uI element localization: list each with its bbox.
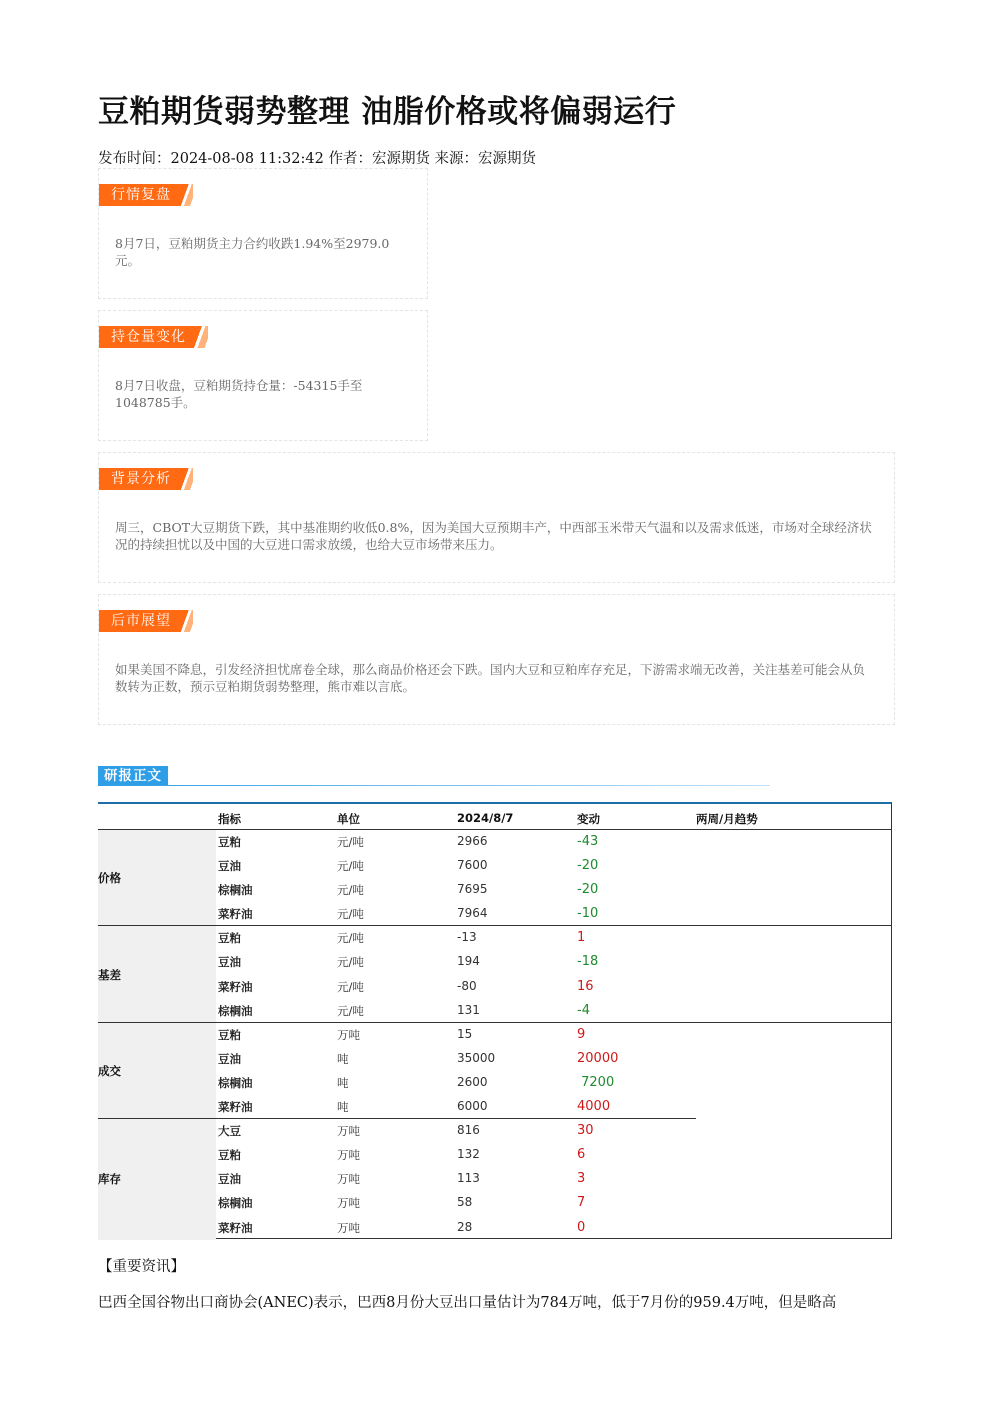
row-value: 35000 [457, 1050, 496, 1065]
header-change: 变动 [577, 812, 600, 826]
row-name: 豆油 [218, 1172, 241, 1187]
group-inventory [98, 1119, 891, 1240]
row-value: 2600 [457, 1074, 488, 1089]
header-indicator: 指标 [218, 812, 241, 826]
row-change: -20 [577, 858, 599, 874]
row-change: 6 [577, 1147, 586, 1163]
row-unit: 吨 [337, 1075, 349, 1090]
row-value: 132 [457, 1147, 480, 1162]
row-unit: 元/吨 [337, 835, 364, 849]
section-tag: 后市展望 [99, 610, 193, 632]
table-row [98, 1047, 891, 1071]
row-name: 豆粕 [218, 835, 241, 849]
row-change: -43 [577, 834, 599, 849]
row-name: 棕榈油 [218, 1003, 253, 1018]
article-title: 豆粕期货弱势整理 油脂价格或将偏弱运行 [98, 94, 677, 130]
row-change: 16 [577, 978, 594, 994]
group-label: 基差 [98, 967, 121, 982]
row-value: 113 [457, 1171, 480, 1186]
row-change: 7 [577, 1195, 586, 1211]
table-row [98, 1167, 891, 1191]
section-text: 如果美国不降息，引发经济担忧席卷全球，那么商品价格还会下跌。国内大豆和豆粕库存充足，下游需求端无改善，关注基差可能会从负数转为正数，预示豆粕期货弱势整理，熊市难以言底。 [115, 662, 866, 694]
section-tag: 背景分析 [99, 468, 193, 490]
section-tag: 行情复盘 [99, 184, 193, 206]
row-change: -18 [577, 954, 599, 970]
section-market-review [98, 168, 428, 299]
row-unit: 元/吨 [337, 883, 364, 898]
row-value: 194 [457, 954, 480, 969]
row-value: 7695 [457, 882, 488, 897]
table-row [98, 1143, 891, 1167]
row-name: 豆粕 [218, 1148, 241, 1163]
row-change: 0 [577, 1219, 586, 1235]
table-row [98, 975, 891, 999]
row-name: 豆油 [218, 955, 241, 970]
group-label: 库存 [98, 1172, 121, 1187]
row-unit: 元/吨 [337, 1003, 364, 1018]
table-row [98, 1023, 891, 1047]
row-change: 4000 [577, 1099, 611, 1115]
report-tag: 研报正文 [98, 766, 168, 786]
article-meta: 发布时间：2024-08-08 11:32:42 作者：宏源期货 来源：宏源期货 [98, 151, 537, 167]
row-name: 豆油 [218, 859, 241, 874]
row-name: 豆油 [218, 1051, 241, 1066]
row-name: 棕榈油 [218, 1196, 253, 1211]
row-change: 3 [577, 1171, 586, 1187]
table-row [98, 950, 891, 974]
row-change: 20000 [577, 1050, 619, 1066]
section-text: 8月7日收盘，豆粕期货持仓量：-54315手至1048785手。 [115, 378, 363, 410]
report-divider [98, 785, 770, 786]
row-unit: 万吨 [337, 1172, 360, 1187]
table-row [98, 1095, 891, 1119]
row-value: 816 [457, 1123, 480, 1138]
header-unit: 单位 [337, 812, 360, 826]
row-unit: 万吨 [337, 1124, 360, 1139]
section-background [98, 452, 895, 583]
row-value: -13 [457, 930, 477, 945]
row-value: 28 [457, 1219, 473, 1234]
row-change: -20 [577, 882, 599, 898]
row-name: 豆粕 [218, 1027, 241, 1042]
row-value: 131 [457, 1002, 480, 1017]
row-name: 大豆 [218, 1124, 241, 1139]
row-name: 菜籽油 [218, 907, 253, 922]
table-row [98, 1119, 891, 1143]
row-unit: 元/吨 [337, 907, 364, 922]
group-price [98, 830, 891, 926]
row-unit: 元/吨 [337, 859, 364, 874]
group-basis [98, 926, 891, 1022]
row-unit: 元/吨 [337, 955, 364, 970]
table-row [98, 878, 891, 902]
report-table [98, 802, 892, 1239]
table-row [98, 999, 891, 1023]
table-row [98, 854, 891, 878]
row-name: 菜籽油 [218, 979, 253, 994]
row-value: 15 [457, 1026, 473, 1041]
row-name: 菜籽油 [218, 1100, 253, 1115]
table-row [98, 830, 891, 854]
row-unit: 万吨 [337, 1148, 360, 1163]
group-volume [98, 1023, 891, 1119]
row-unit: 吨 [337, 1100, 349, 1115]
table-row [98, 1071, 891, 1095]
row-change: -4 [577, 1002, 590, 1018]
row-unit: 万吨 [337, 1196, 360, 1211]
table-row [98, 902, 891, 926]
section-text: 8月7日，豆粕期货主力合约收跌1.94%至2979.0元。 [115, 236, 390, 268]
section-tag: 持仓量变化 [99, 326, 208, 348]
row-value: -80 [457, 978, 477, 993]
row-change: -10 [577, 906, 599, 922]
row-unit: 万吨 [337, 1220, 360, 1235]
row-change: 7200 [577, 1074, 615, 1090]
news-body: 巴西全国谷物出口商协会(ANEC)表示，巴西8月份大豆出口量估计为784万吨，低于7月份的959.4万吨，但是略高 [98, 1295, 837, 1311]
table-row [98, 1216, 891, 1240]
news-heading: 【重要资讯】 [98, 1259, 185, 1275]
row-change: 9 [577, 1026, 586, 1042]
section-text: 周三，CBOT大豆期货下跌，其中基准期约收低0.8%，因为美国大豆预期丰产，中西部玉米带天气温和以及需求低迷，市场对全球经济状况的持续担忧以及中国的大豆进口需求放缓，也给大豆市场带来压力。 [115, 520, 872, 552]
table-row [98, 1191, 891, 1215]
row-name: 棕榈油 [218, 1075, 253, 1090]
section-outlook [98, 594, 895, 725]
group-label: 价格 [98, 871, 121, 886]
row-value: 7600 [457, 858, 488, 873]
section-open-interest [98, 310, 428, 441]
row-unit: 元/吨 [337, 931, 364, 946]
header-trend: 两周/月趋势 [696, 812, 758, 826]
row-change: 30 [577, 1123, 594, 1139]
row-value: 6000 [457, 1099, 488, 1114]
row-unit: 万吨 [337, 1027, 360, 1042]
table-row [98, 926, 891, 950]
row-name: 菜籽油 [218, 1220, 253, 1235]
row-change: 1 [577, 930, 586, 946]
header-date: 2024/8/7 [457, 811, 514, 825]
row-value: 7964 [457, 906, 488, 921]
row-unit: 元/吨 [337, 979, 364, 994]
table-header [98, 804, 891, 830]
row-name: 豆粕 [218, 931, 241, 946]
row-value: 2966 [457, 834, 488, 848]
row-unit: 吨 [337, 1051, 349, 1066]
group-label: 成交 [98, 1063, 121, 1078]
row-value: 58 [457, 1195, 473, 1210]
row-name: 棕榈油 [218, 883, 253, 898]
